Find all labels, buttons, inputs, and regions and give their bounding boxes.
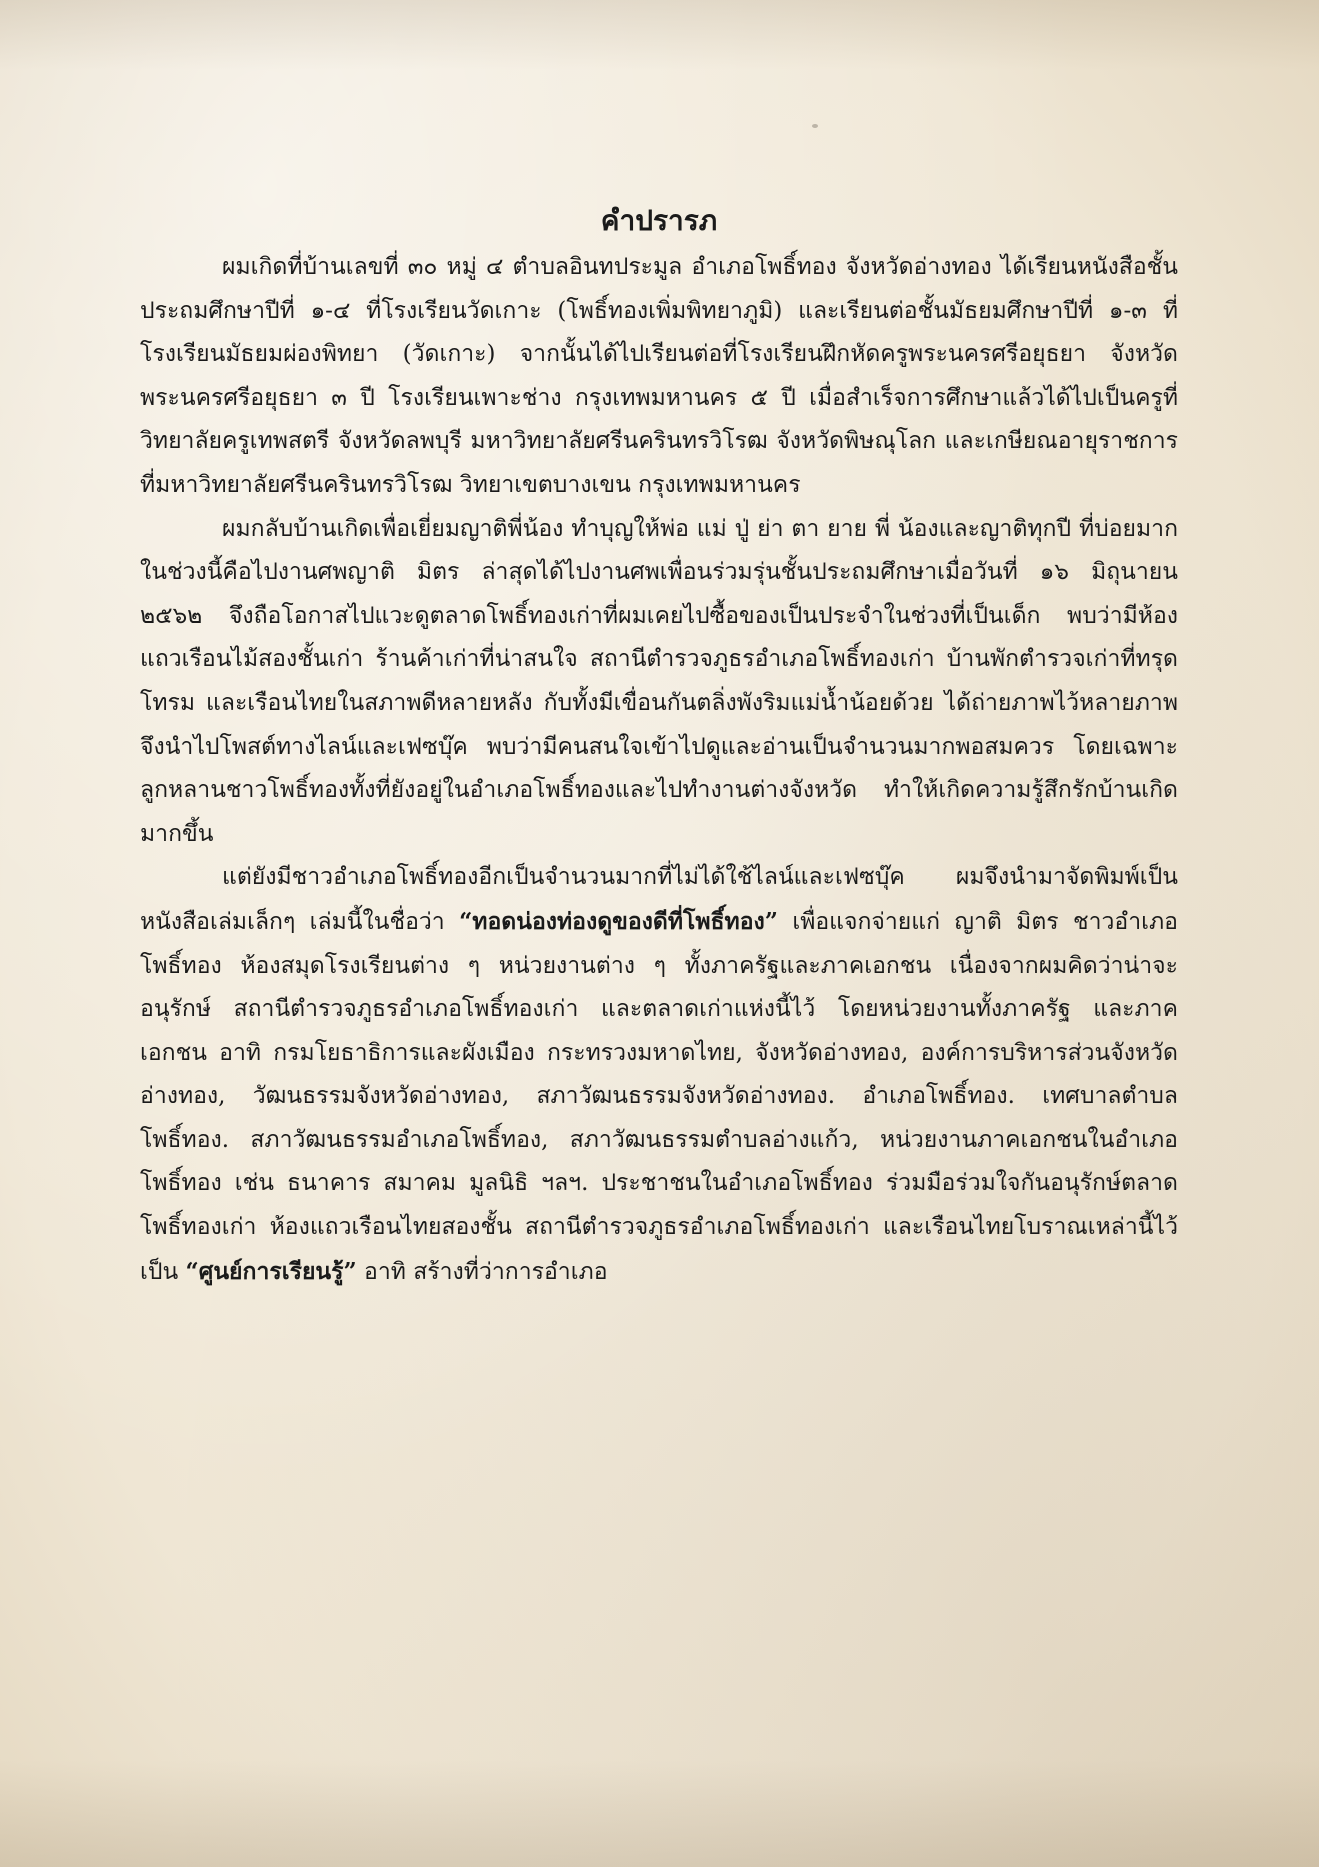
paragraph-text-segment: อาทิ สร้างที่ว่าการอำเภอ	[356, 1258, 608, 1285]
learning-center-emphasis: “ศูนย์การเรียนรู้”	[185, 1257, 357, 1285]
paper-edge-shading-bottom	[0, 1760, 1319, 1867]
page-title: คำปรารภ	[600, 204, 718, 237]
paragraph-biography: ผมเกิดที่บ้านเลขที่ ๓๐ หมู่ ๔ ตำบลอินทประมูล อำเภอโพธิ์ทอง จังหวัดอ่างทอง ได้เรียนหนังสือชั้นประถมศึกษาปีที่ ๑-๔ ที่โรงเรียนวัดเกาะ (โพธิ์ทองเพิ่มพิทยาภูมิ) และเรียนต่อชั้นมัธยมศึกษาปีที่ ๑-๓ ที่โรงเรียนมัธยมผ่องพิทยา (วัดเกาะ) จากนั้นได้ไปเรียนต่อที่โรงเรียนฝึกหัดครูพระนครศรีอยุธยา จังหวัดพระนครศรีอยุธยา ๓ ปี โรงเรียนเพาะช่าง กรุงเทพมหานคร ๕ ปี เมื่อสำเร็จการศึกษาแล้วได้ไปเป็นครูที่วิทยาลัยครูเทพสตรี จังหวัดลพบุรี มหาวิทยาลัยศรีนครินทรวิโรฒ จังหวัดพิษณุโลก และเกษียณอายุราชการที่มหาวิทยาลัยศรีนครินทรวิโรฒ วิทยาเขตบางเขน กรุงเทพมหานคร	[140, 254, 1178, 498]
paper-speck	[812, 124, 818, 128]
book-title-emphasis: “ทอดน่องท่องดูของดีที่โพธิ์ทอง”	[459, 907, 778, 935]
paragraph-text-segment: แต่ยังมีชาวอำเภอโพธิ์ทองอีกเป็นจำนวนมากที่ไม่ได้ใช้ไลน์และเฟซบุ๊ค ผมจึงนำมาจัดพิมพ์เป็นหนังสือเล่มเล็กๆ เล่มนี้ในชื่อว่า	[140, 864, 1178, 935]
paragraph-text-segment: เพื่อแจกจ่ายแก่ ญาติ มิตร ชาวอำเภอโพธิ์ทอง ห้องสมุดโรงเรียนต่าง ๆ หน่วยงานต่าง ๆ ทั้งภาครัฐและภาคเอกชน เนื่องจากผมคิดว่าน่าจะอนุรักษ์ สถานีตำรวจภูธรอำเภอโพธิ์ทองเก่า และตลาดเก่าแห่งนี้ไว้ โดยหน่วยงานทั้งภาครัฐ และภาคเอกชน อาทิ กรมโยธาธิการและผังเมือง กระทรวงมหาดไทย, จังหวัดอ่างทอง, องค์การบริหารส่วนจังหวัดอ่างทอง, วัฒนธรรมจังหวัดอ่างทอง, สภาวัฒนธรรมจังหวัดอ่างทอง. อำเภอโพธิ์ทอง. เทศบาลตำบลโพธิ์ทอง. สภาวัฒนธรรมอำเภอโพธิ์ทอง, สภาวัฒนธรรมตำบลอ่างแก้ว, หน่วยงานภาคเอกชนในอำเภอโพธิ์ทอง เช่น ธนาคาร สมาคม มูลนิธิ ฯลฯ. ประชาชนในอำเภอโพธิ์ทอง ร่วมมือร่วมใจกันอนุรักษ์ตลาดโพธิ์ทองเก่า ห้องแถวเรือนไทยสองชั้น สถานีตำรวจภูธรอำเภอโพธิ์ทองเก่า และเรือนไทยโบราณเหล่านี้ไว้เป็น	[140, 908, 1178, 1285]
paragraph-visit-hometown: ผมกลับบ้านเกิดเพื่อเยี่ยมญาติพี่น้อง ทำบุญให้พ่อ แม่ ปู่ ย่า ตา ยาย พี่ น้องและญาติทุกปี ที่บ่อยมากในช่วงนี้คือไปงานศพญาติ มิตร ล่าสุดได้ไปงานศพเพื่อนร่วมรุ่นชั้นประถมศึกษาเมื่อวันที่ ๑๖ มิถุนายน ๒๕๖๒ จึงถือโอกาสไปแวะดูตลาดโพธิ์ทองเก่าที่ผมเคยไปซื้อของเป็นประจำในช่วงที่เป็นเด็ก พบว่ามีห้องแถวเรือนไม้สองชั้นเก่า ร้านค้าเก่าที่น่าสนใจ สถานีตำรวจภูธรอำเภอโพธิ์ทองเก่า บ้านพักตำรวจเก่าที่ทรุดโทรม และเรือนไทยในสภาพดีหลายหลัง กับทั้งมีเขื่อนกันตลิ่งพังริมแม่น้ำน้อยด้วย ได้ถ่ายภาพไว้หลายภาพ จึงนำไปโพสต์ทางไลน์และเฟซบุ๊ค พบว่ามีคนสนใจเข้าไปดูและอ่านเป็นจำนวนมากพอสมควร โดยเฉพาะลูกหลานชาวโพธิ์ทองทั้งที่ยังอยู่ในอำเภอโพธิ์ทองและไปทำงานต่างจังหวัด ทำให้เกิดความรู้สึกรักบ้านเกิดมากขึ้น	[140, 515, 1178, 847]
paper-edge-shading-top	[0, 0, 1319, 70]
document-body	[140, 198, 1178, 1294]
paragraph-book-purpose	[140, 856, 1178, 1294]
